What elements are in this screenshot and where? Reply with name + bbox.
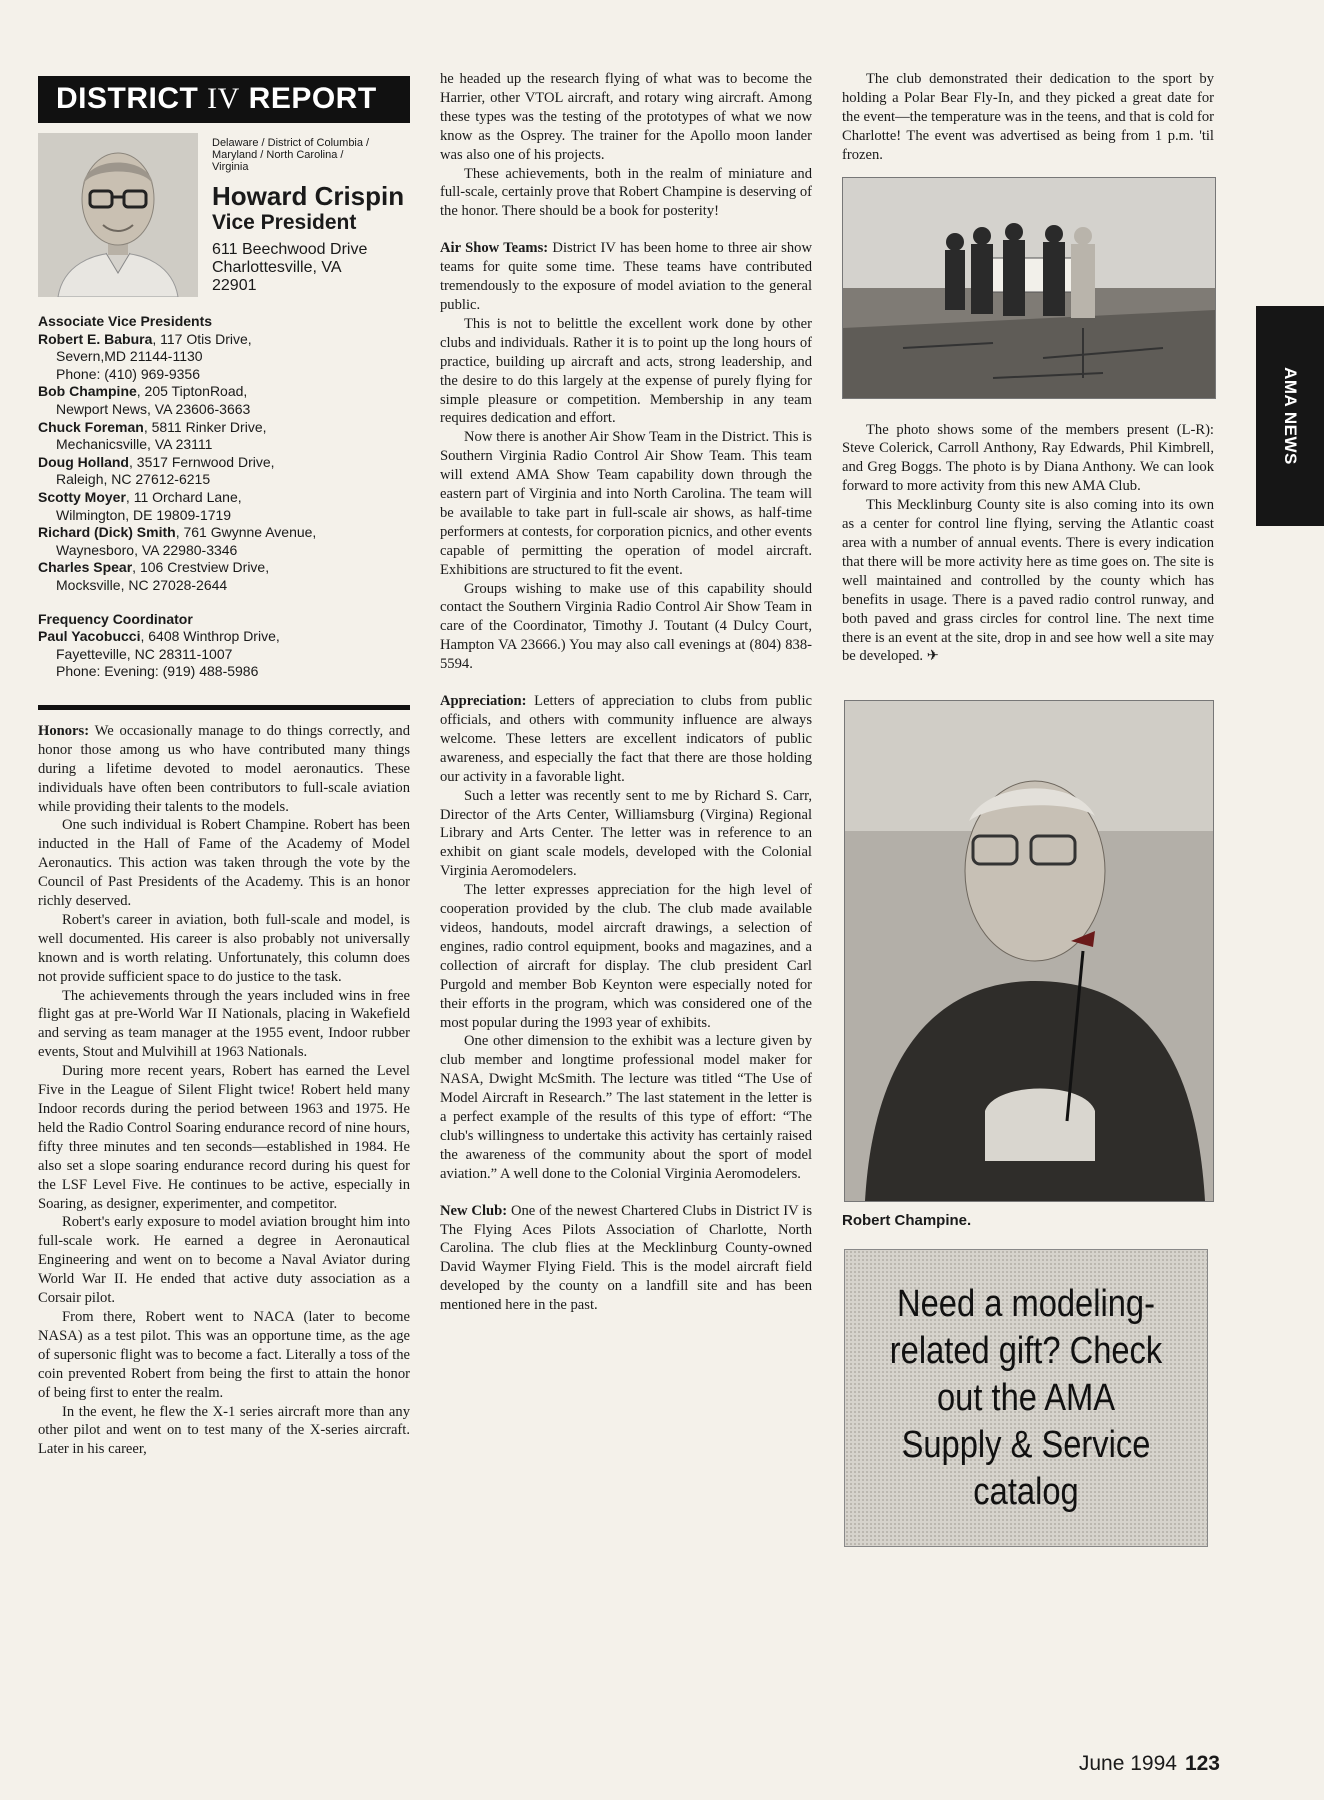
associate-address-line: Mocksville, NC 27028-2644 <box>56 576 228 593</box>
vp-address-line: 22901 <box>212 277 257 294</box>
associate-address-line: Waynesboro, VA 22980-3346 <box>56 541 238 558</box>
ad-line: Need a modeling- <box>897 1282 1155 1325</box>
associate-address: , 761 Gwynne Avenue, <box>175 524 317 541</box>
article-paragraph: The letter expresses appreciation for the high level of cooperation provided by the club. The club made available videos, handouts, model aircraft drawings, a selection of engines, radio control equipment, books and magazines, and a collection of aircraft for display. The club president Carl Purgold and member Bob Keynton were especially noted for their efforts in the program, which was considered one of the most popular during the 1993 year of exhibits. <box>440 882 812 1031</box>
frequency-coordinator-entry <box>38 628 410 646</box>
vp-info <box>198 133 404 303</box>
page-footer <box>1079 1752 1220 1776</box>
new-club-heading: New Club: <box>440 1202 508 1219</box>
article-text: This Mecklinburg County site is also coming into its own as a center for control line flying, serving the Atlantic coast area with a number of annual events. There is every indication that there will be more activity here as time goes on. The site is well maintained and controlled by the county which has benefits in usage. There is a paved radio control runway, and both paved and grass circles for control line. The next time there is an event at the site, drop in and see how well a site may be developed. <box>842 497 1214 665</box>
air-show-heading: Air Show Teams: <box>440 240 549 257</box>
article-paragraph: he headed up the research flying of what was to become the Harrier, other VTOL aircraft, and rotary wing aircraft. Among these types was the testing of the prototypes of what we now know as the Osprey. The trainer for the Apollo moon lander was also one of his projects. <box>440 71 812 163</box>
article-paragraph: During more recent years, Robert has earned the Level Five in the League of Silent Flight twice! Robert held many Indoor records during the period between 1963 and 1975. He held the Radio Control Soaring endurance record of nine hours, fifty three minutes and ten seconds—established in 1984. He also set a slope soaring endurance record during his quest for the LSF Level Five. He continues to be active, especially in Soaring, as designer, experimenter, and competitor. <box>38 1063 410 1212</box>
ad-line: Supply & Service <box>901 1423 1151 1466</box>
associate-name: Charles Spear <box>38 559 133 576</box>
appreciation-paragraph <box>440 692 812 787</box>
article-paragraph: Groups wishing to make use of this capability should contact the Southern Virginia Radio Control Air Show Team in care of the Coordinator, Timothy J. Toutant (4 Dulcy Court, Hampton VA 23666.) You may also call evenings at (804) 838-5594. <box>440 580 812 673</box>
appreciation-text: Letters of appreciation to clubs from public officials, and others with community influence are always welcome. These letters are excellent indicators of public awareness, and especially the fact that there are those holding our activity in a favorable light. <box>440 693 812 785</box>
column-2 <box>440 70 812 1315</box>
article-paragraph: In the event, he flew the X-1 series aircraft more than any other pilot and went on to test many of the X-series aircraft. Later in his career, <box>38 1403 410 1458</box>
associate-entry <box>38 454 410 472</box>
associate-name: Doug Holland <box>38 453 129 470</box>
robert-champine-photo <box>844 700 1214 1202</box>
ad-line: out the AMA <box>936 1376 1116 1419</box>
article-paragraph: These achievements, both in the realm of miniature and full-scale, certainly prove that Robert Champine is deserving of the honor. There should be a book for posterity! <box>440 165 812 220</box>
honors-paragraph <box>38 722 410 817</box>
district-states <box>212 137 404 173</box>
new-club-paragraph <box>440 1202 812 1315</box>
air-show-paragraph <box>440 239 812 315</box>
article-paragraph <box>842 496 1214 666</box>
associate-address-line: Mechanicsville, VA 23111 <box>56 436 213 453</box>
associate-address-line: Raleigh, NC 27612-6215 <box>56 471 211 488</box>
vp-address-line: 611 Beechwood Drive <box>212 241 368 258</box>
associate-address-line: Newport News, VA 23606-3663 <box>56 400 251 417</box>
vp-name: Howard Crispin <box>212 181 405 211</box>
club-members-illustration <box>843 178 1215 398</box>
article-paragraph: Now there is another Air Show Team in the District. This is Southern Virginia Radio Control Air Show Team. This team will extend AMA Show Team capability down through the eastern part of Virginia and into North Carolina. The team will be available to take part in full-scale air shows, as half-time performers at contests, for corporation picnics, and other events capable of permitting the operation of model aircraft. Exhibitions are structured to fit the event. <box>440 429 813 578</box>
article-paragraph: This is not to belittle the excellent work done by other clubs and individuals. Rather it is to point up the long hours of practice, building up aircraft and acts, strong leadership, and the desire to do this largely at the expense of purely flying for simple pleasure or competition. Membership in any team requires dedication and effort. <box>440 315 812 427</box>
vp-address <box>212 241 404 295</box>
end-mark-icon: ✈ <box>923 648 939 665</box>
associate-entry <box>38 419 410 437</box>
supply-service-ad <box>844 1249 1208 1547</box>
new-club-text: One of the newest Chartered Clubs in District IV is The Flying Aces Pilots Association of Charlotte, North Carolina. The club flies at the Mecklinburg County-owned David Waymer Flying Field. This is the model aircraft field developed by the county on a landfill site and has been mentioned here in the past. <box>440 1202 812 1314</box>
banner-text-right: REPORT <box>239 82 377 115</box>
associate-name: Chuck Foreman <box>38 418 144 435</box>
associate-address-line: Severn,MD 21144-1130 <box>56 348 203 365</box>
issue-date: June 1994 <box>1078 1752 1177 1775</box>
column-1 <box>38 70 410 1459</box>
column-3 <box>842 70 1214 1547</box>
honors-heading: Honors: <box>38 722 90 739</box>
associate-address: , 5811 Rinker Drive, <box>143 418 267 435</box>
banner-numeral: IV <box>207 82 240 115</box>
robert-champine-illustration <box>845 701 1213 1201</box>
associate-entry <box>38 524 410 542</box>
vp-portrait-photo <box>38 133 198 297</box>
associate-name: Bob Champine <box>38 383 137 400</box>
article-paragraph: The club demonstrated their dedication to the sport by holding a Polar Bear Fly-In, and they picked a great date for the event—the temperature was in the teens, and that is cold for Charlotte! The event was advertised as being from 1 p.m. 'til frozen. <box>842 71 1215 163</box>
associate-address: , 205 TiptonRoad, <box>136 383 248 400</box>
ad-line: catalog <box>973 1470 1079 1513</box>
vp-header <box>38 133 410 303</box>
states-line: Maryland / North Carolina / <box>212 149 344 161</box>
associate-entry <box>38 331 410 349</box>
associate-address-line: Wilmington, DE 19809-1719 <box>56 506 232 523</box>
article-paragraph: One other dimension to the exhibit was a lecture given by club member and longtime professional model maker for NASA, Dwight McSmith. The lecture was titled “The Use of Model Aircraft in Research.” The last statement in the letter is a perfect example of the results of this type of effort: “The club's willingness to undertake this activity has certainly raised the awareness of the community about the sport of model aviation.” A well done to the Colonial Virginia Aeromodelers. <box>440 1033 812 1182</box>
ama-news-tab <box>1256 306 1324 526</box>
vp-address-line: Charlottesville, VA <box>212 259 342 276</box>
article-paragraph: The achievements through the years included wins in free flight gas at pre-World War II Nationals, placing in Wakefield and serving as team manager at the 1955 event, Indoor rubber events, Stout and Mulvihill at 1963 Nationals. <box>38 987 410 1061</box>
section-divider <box>38 705 410 710</box>
page-number: 123 <box>1184 1752 1220 1775</box>
associate-address: , 117 Otis Drive, <box>152 330 252 347</box>
ama-news-label: AMA NEWS <box>1281 367 1300 465</box>
states-line: Virginia <box>212 161 249 173</box>
ad-text <box>870 1281 1181 1516</box>
article-paragraph: Robert's early exposure to model aviation brought him into full-scale work. He earned a degree in Aeronautical Engineering and went on to become a Naval Aviator during World War II. He ended that active duty association as a Corsair pilot. <box>38 1214 410 1307</box>
appreciation-heading: Appreciation: <box>440 693 527 710</box>
frequency-coordinator-heading: Frequency Coordinator <box>38 610 193 627</box>
associate-entry <box>38 489 410 507</box>
article-paragraph: Robert's career in aviation, both full-scale and model, is well documented. His career is also probably not universally known and is worth relating. Unfortunately, this column does not provide sufficient space to do justice to the task. <box>38 911 410 985</box>
article-paragraph: Such a letter was recently sent to me by Richard S. Carr, Director of the Arts Center, Williamsburg (Virgina) Regional Library and Arts Center. The letter was in reference to an exhibit on giant scale models, developed with the Colonial Virginia Aeromodelers. <box>440 787 812 880</box>
frequency-coordinator-name: Paul Yacobucci <box>38 628 141 645</box>
associate-address: , 106 Crestview Drive, <box>132 559 270 576</box>
portrait-illustration <box>38 133 198 297</box>
article-paragraph: From there, Robert went to NACA (later to become NASA) as a test pilot. This was an opportune time, as the age of supersonic flight was to become a fact. Literally a toss of the coin prevented Robert from being the first to attain the honor of being first to enter the realm. <box>38 1308 410 1401</box>
frequency-coordinator-address: , 6408 Winthrop Drive, <box>140 628 280 645</box>
banner-text-left: DISTRICT <box>56 82 208 115</box>
ad-line: related gift? Check <box>889 1329 1163 1372</box>
frequency-coordinator-address-line: Fayetteville, NC 28311-1007 <box>56 645 233 662</box>
vp-title: Vice President <box>212 211 357 234</box>
photo-caption: Robert Champine. <box>842 1212 972 1230</box>
associate-address: , 11 Orchard Lane, <box>125 488 242 505</box>
honors-text: We occasionally manage to do things correctly, and honor those among us who have contributed many things during a lifetime devoted to model aeronautics. These individuals have often been contributors to full-scale aviation while providing their talents to the models. <box>38 722 410 815</box>
states-line: Delaware / District of Columbia / <box>212 137 370 149</box>
associate-phone: Phone: (410) 969-9356 <box>56 365 200 382</box>
associate-vps <box>38 313 410 681</box>
associate-name: Richard (Dick) Smith <box>38 524 176 541</box>
associate-name: Scotty Moyer <box>38 488 126 505</box>
associate-vps-heading: Associate Vice Presidents <box>38 313 213 329</box>
district-report-banner <box>38 76 410 123</box>
air-show-text: District IV has been home to three air show teams for quite some time. These teams have contributed tremendously to the exposure of model aviation to the general public. <box>440 240 812 313</box>
associate-entry <box>38 559 410 577</box>
article-paragraph: One such individual is Robert Champine. Robert has been inducted in the Hall of Fame of the Academy of Model Aeronautics. This action was taken through the vote by the Council of Past Presidents of the Academy. This is an honor richly deserved. <box>38 817 410 910</box>
club-members-photo <box>842 177 1216 399</box>
associate-entry <box>38 383 410 401</box>
associate-address: , 3517 Fernwood Drive, <box>129 453 275 470</box>
photo-description-paragraph: The photo shows some of the members present (L-R): Steve Colerick, Carroll Anthony, Ray Edwards, Phil Kimbrell, and Greg Boggs. The photo is by Diana Anthony. We can look forward to more activity from this new AMA Club. <box>842 421 1214 495</box>
frequency-coordinator-phone: Phone: Evening: (919) 488-5986 <box>56 663 259 680</box>
associate-name: Robert E. Babura <box>38 330 153 347</box>
